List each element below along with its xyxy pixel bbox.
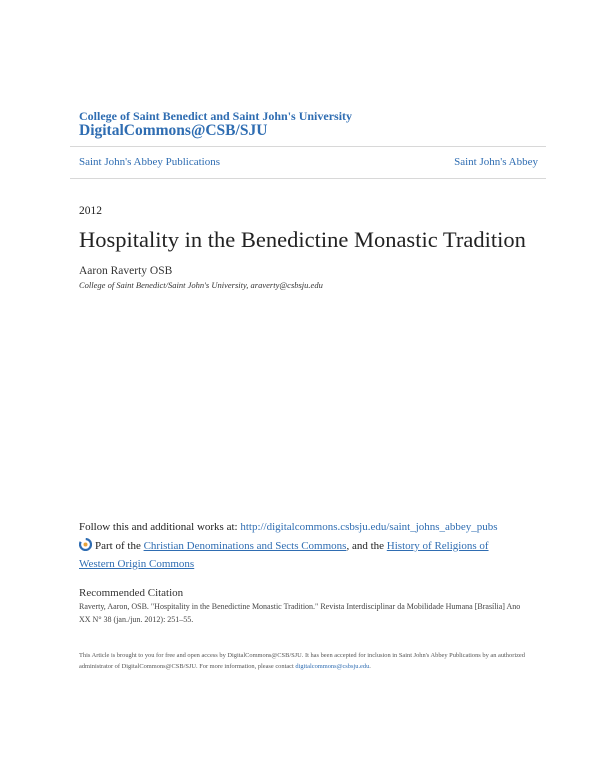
- part-of-prefix: Part of the: [95, 540, 144, 552]
- collection-link[interactable]: Saint John's Abbey Publications: [79, 156, 221, 168]
- christian-denominations-link[interactable]: Christian Denominations and Sects Commons: [143, 540, 347, 552]
- institution-name[interactable]: College of Saint Benedict and Saint John's University: [79, 109, 353, 123]
- author-name: Aaron Raverty OSB: [79, 265, 173, 277]
- notice-text: This Article is brought to you for free and open access by DigitalCommons@CSB/SJU. It has been accepted for inclusion in Saint John's Abbey Publications by an authorized administrator of DigitalCommons@CSB/SJU. For more information, please contact: [79, 652, 525, 670]
- part-of-line: [79, 538, 524, 572]
- author-affiliation: College of Saint Benedict/Saint John's University, araverty@csbsju.edu: [79, 280, 323, 290]
- access-notice: [79, 651, 529, 672]
- history-religions-link[interactable]: History of Religions of Western Origin Commons: [79, 540, 489, 570]
- recommended-citation-heading: Recommended Citation: [79, 587, 184, 599]
- contact-email-link[interactable]: digitalcommons@csbsju.edu: [295, 662, 370, 670]
- article-title: Hospitality in the Benedictine Monastic Tradition: [79, 227, 526, 252]
- divider-bottom: [70, 178, 546, 179]
- divider-top: [70, 146, 546, 147]
- citation-text: Raverty, Aaron, OSB. "Hospitality in the Benedictine Monastic Tradition." Revista Interdisciplinar da Mobilidade Humana [Brasília] Ano XX N° 38 (jan./jun. 2012): 251–55.: [79, 602, 521, 624]
- follow-url-link[interactable]: http://digitalcommons.csbsju.edu/saint_johns_abbey_pubs: [240, 521, 498, 533]
- repository-name[interactable]: DigitalCommons@CSB/SJU: [79, 122, 268, 139]
- follow-line: [79, 521, 498, 533]
- publication-year: 2012: [79, 205, 102, 217]
- notice-end: .: [369, 662, 371, 670]
- parent-collection-link[interactable]: Saint John's Abbey: [454, 156, 538, 168]
- part-of-middle: , and the: [346, 540, 387, 552]
- follow-prefix: Follow this and additional works at:: [79, 521, 241, 533]
- commons-network-icon: [79, 538, 92, 556]
